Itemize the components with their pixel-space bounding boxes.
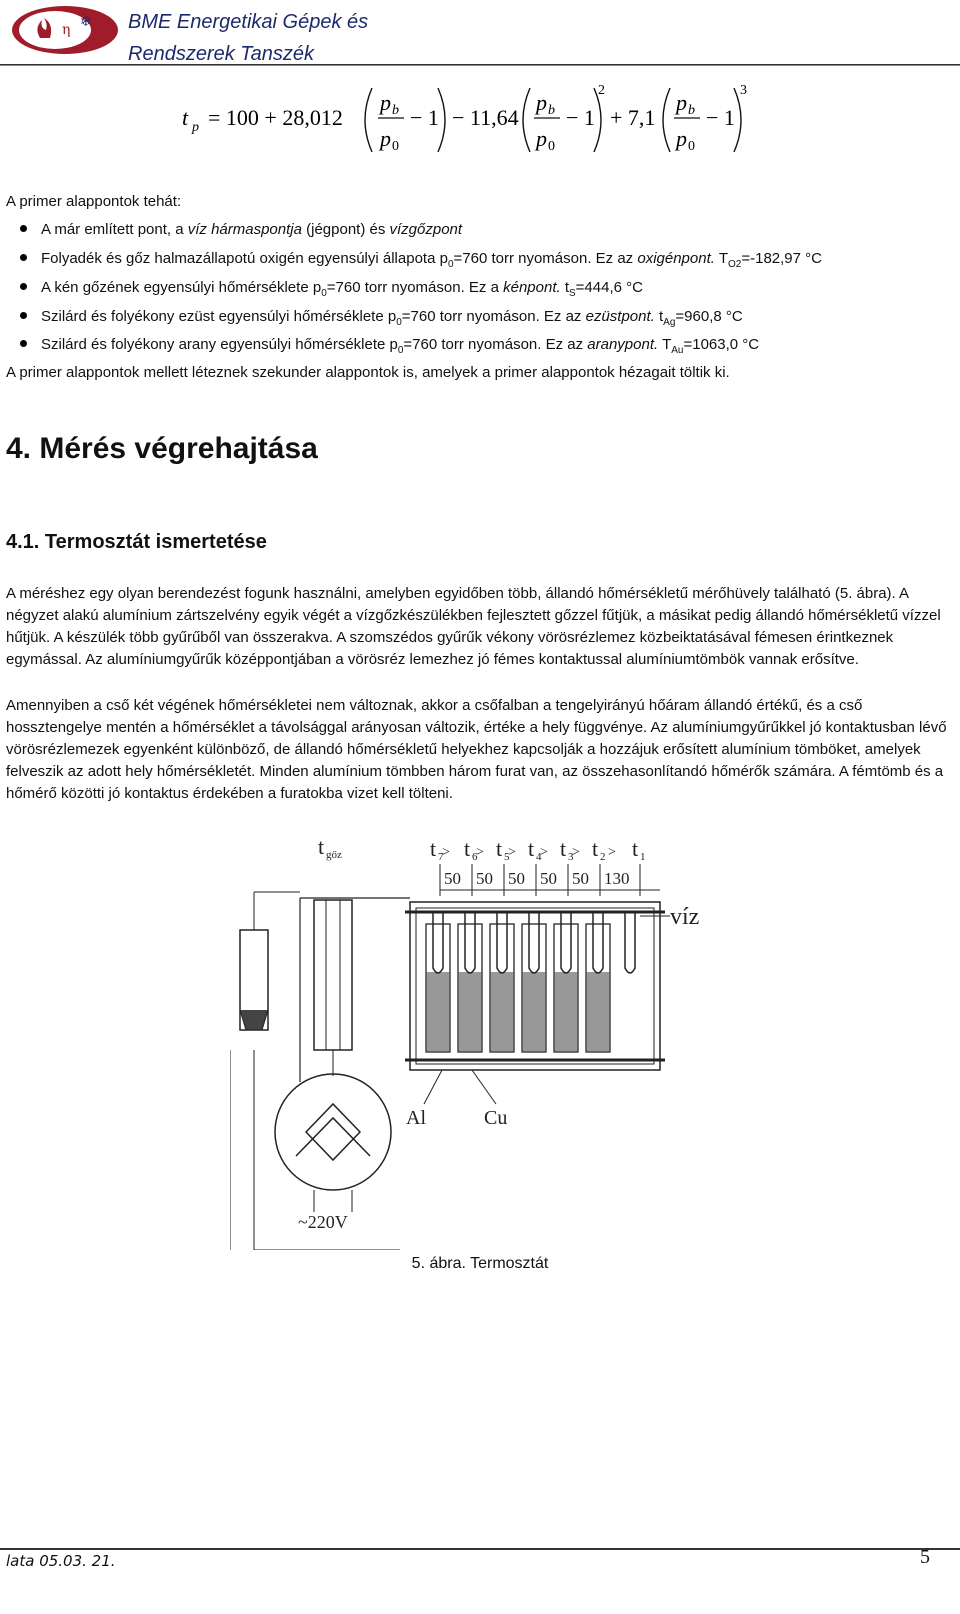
bullet-sub: 0 bbox=[321, 288, 327, 299]
formula-frac1-num-sub: b bbox=[392, 103, 399, 118]
bullet-sub: Ag bbox=[663, 317, 676, 328]
bullet-sub: 0 bbox=[396, 317, 402, 328]
bullet-text: (jégpont) és bbox=[301, 221, 390, 238]
subsection-heading: 4.1. Termosztát ismertetése bbox=[6, 531, 267, 553]
bullet-sub: 0 bbox=[447, 259, 454, 270]
bullet-text: Szilárd és folyékony ezüst egyensúlyi hőmérséklete p bbox=[41, 308, 397, 325]
formula-frac3-den-sub: 0 bbox=[688, 139, 695, 154]
dim-label: 130 bbox=[604, 869, 630, 888]
bullet-dot-icon bbox=[20, 225, 27, 232]
svg-text:η: η bbox=[62, 22, 71, 38]
department-title-line2: Rendszerek Tanszék bbox=[128, 43, 315, 65]
bullet-text: Szilárd és folyékony arany egyensúlyi hőmérséklete p bbox=[41, 336, 398, 353]
bullet-value: =-182,97 °C bbox=[741, 250, 822, 267]
dim-label: 50 bbox=[444, 869, 461, 888]
bullet-item bbox=[20, 306, 960, 334]
bullet-value: =1063,0 °C bbox=[683, 336, 760, 353]
bullet-italic: vízgőzpont bbox=[389, 221, 463, 238]
formula-minus-one-2: − 1 bbox=[566, 105, 595, 130]
bullet-item bbox=[20, 248, 960, 276]
bullet-sub: S bbox=[569, 288, 576, 299]
bullet-sub: 0 bbox=[397, 345, 404, 356]
bullet-text: =760 torr nyomáson. Ez az bbox=[401, 308, 586, 325]
figure-caption: 5. ábra. Termosztát bbox=[411, 1255, 549, 1272]
temp-label-t2: t bbox=[592, 836, 599, 861]
page-number: 5 bbox=[920, 1546, 930, 1568]
dim-label: 50 bbox=[508, 869, 525, 888]
temp-label-t6-sub: 6 bbox=[472, 851, 478, 863]
al-label: Al bbox=[406, 1107, 426, 1129]
formula-minus-one-1: − 1 bbox=[410, 105, 439, 130]
bullet-text: =760 torr nyomáson. Ez az bbox=[453, 250, 638, 267]
formula-minus-one-3: − 1 bbox=[706, 105, 735, 130]
temp-label-t2-sub: 2 bbox=[600, 851, 606, 863]
bullet-italic: aranypont. bbox=[587, 336, 659, 353]
paragraph-2: Amennyiben a cső két végének hőmérsékletei nem változnak, akkor a csőfalban a tengelyirányú hőáram állandó értékű, és a cső hossztengelye mentén a hőmérséklet a távolsággal arányosan változik, értéke a hely függvénye. Az alumíniumgyűrűkkel jó kontaktusban lévő vörösrézlemezek egyenként különböző, de állandó hőmérsékletű helyekhez kapcsolják a hozzájuk erősített alumínium tömböket, amelyek felveszik az adott hely hőmérsékletét. Minden alumínium tömbben három furat van, az összehasonlítandó hőmérők számára. A fémtömb és a hőmérő közötti jó kontaktus érdekében a furatokba vizet kell tölteni. bbox=[6, 697, 947, 802]
bullet-item bbox=[20, 277, 960, 305]
bullet-dot-icon bbox=[20, 254, 27, 261]
bullet-symbol: T bbox=[714, 250, 728, 267]
svg-text:❄: ❄ bbox=[80, 14, 92, 30]
svg-text:>: > bbox=[540, 845, 548, 860]
bullet-text: Folyadék és gőz halmazállapotú oxigén egyensúlyi állapota p bbox=[41, 250, 448, 267]
formula-lhs: t bbox=[182, 105, 189, 130]
formula-frac1-num: p bbox=[380, 90, 391, 115]
formula-frac2-den: p bbox=[536, 126, 547, 151]
bullet-text: =760 torr nyomáson. Ez a bbox=[326, 279, 504, 296]
dim-label: 50 bbox=[540, 869, 557, 888]
water-label: víz bbox=[670, 904, 700, 930]
formula-exp3: 3 bbox=[740, 83, 747, 98]
formula-frac1-den-sub: 0 bbox=[392, 139, 399, 154]
formula-frac3-den: p bbox=[676, 126, 687, 151]
bullet-dot-icon bbox=[20, 340, 27, 347]
formula-lhs-sub: p bbox=[192, 120, 199, 135]
temp-label-t7: t bbox=[430, 836, 437, 861]
temp-label-t5: t bbox=[496, 836, 503, 861]
cu-label: Cu bbox=[484, 1107, 508, 1129]
bullet-value: =960,8 °C bbox=[675, 308, 743, 325]
thermostat-diagram bbox=[230, 832, 730, 1250]
temp-label-t3: t bbox=[560, 836, 567, 861]
bullet-item bbox=[20, 219, 960, 241]
temp-label-t3-sub: 3 bbox=[568, 851, 574, 863]
temp-label-t1-sub: 1 bbox=[640, 851, 646, 863]
bullet-dot-icon bbox=[20, 312, 27, 319]
temp-label-t4-sub: 4 bbox=[536, 851, 542, 863]
temp-label-t5-sub: 5 bbox=[504, 851, 510, 863]
formula-frac3-num: p bbox=[676, 90, 687, 115]
formula-term0: = 100 + 28,012 bbox=[208, 105, 343, 130]
department-logo bbox=[10, 4, 120, 56]
steam-temp-label: t bbox=[318, 834, 325, 859]
bullet-value: =444,6 °C bbox=[575, 279, 643, 296]
dim-label: 50 bbox=[572, 869, 589, 888]
intro-text: A primer alappontok tehát: bbox=[6, 193, 182, 210]
voltage-label: ~220V bbox=[298, 1212, 348, 1232]
bullet-symbol: t bbox=[560, 279, 569, 296]
bullet-text: A kén gőzének egyensúlyi hőmérséklete p bbox=[41, 279, 322, 296]
paragraph-1: A méréshez egy olyan berendezést fogunk használni, amelyben egyidőben több, állandó hőmérsékletű mérőhüvely található (5. ábra). A négyzet alakú alumínium zártszelvény egyik végét a vízgőzkészülékben fejlesztett gőzzel fűtjük, a másikat pedig állandó hőmérsékletű vízzel hűtjük. A készülék több gyűrűből van összerakva. A szomszédos gyűrűk vékony vörösrézlemez közbeiktatásával fémesen érintkeznek egymással. Az alumíniumgyűrűk középpontjában a vörösréz lemezhez jó fémes kontaktussal alumíniumtömbök vannak erősítve. bbox=[6, 585, 941, 668]
bullet-text: =760 torr nyomáson. Ez az bbox=[403, 336, 588, 353]
temperature-formula bbox=[180, 80, 800, 160]
department-title-line1: BME Energetikai Gépek és bbox=[128, 11, 369, 33]
footer-date: lata 05.03. 21. bbox=[6, 1552, 116, 1570]
section-heading: 4. Mérés végrehajtása bbox=[6, 432, 318, 465]
svg-text:>: > bbox=[476, 845, 484, 860]
bullet-dot-icon bbox=[20, 283, 27, 290]
bullet-italic: oxigénpont. bbox=[637, 250, 715, 267]
bullet-sub: O2 bbox=[728, 259, 742, 270]
bullet-symbol: T bbox=[658, 336, 672, 353]
formula-term2: + 7,1 bbox=[610, 105, 656, 130]
temp-label-t1: t bbox=[632, 836, 639, 861]
department-title bbox=[128, 6, 368, 70]
formula-exp2: 2 bbox=[598, 83, 605, 98]
formula-frac2-den-sub: 0 bbox=[548, 139, 555, 154]
header-rule bbox=[0, 64, 960, 66]
dim-label: 50 bbox=[476, 869, 493, 888]
bullet-symbol: t bbox=[654, 308, 664, 325]
bullet-italic: kénpont. bbox=[503, 279, 561, 296]
svg-text:>: > bbox=[508, 845, 516, 860]
formula-frac1-den: p bbox=[380, 126, 391, 151]
temp-label-t4: t bbox=[528, 836, 535, 861]
temp-label-t7-sub: 7 bbox=[438, 851, 444, 863]
svg-text:>: > bbox=[442, 845, 450, 860]
footer-rule bbox=[0, 1548, 960, 1550]
svg-text:>: > bbox=[608, 845, 616, 860]
bullet-text: A már említett pont, a bbox=[41, 221, 188, 238]
formula-frac2-num: p bbox=[536, 90, 547, 115]
temp-label-t6: t bbox=[464, 836, 471, 861]
steam-temp-sub: gőz bbox=[326, 849, 342, 861]
bullet-italic: víz hármaspontja bbox=[187, 221, 302, 238]
bullet-item bbox=[20, 334, 960, 362]
bullet-italic: ezüstpont. bbox=[585, 308, 655, 325]
secondary-text: A primer alappontok mellett léteznek szekunder alappontok is, amelyek a primer alappontok hézagait töltik ki. bbox=[6, 364, 730, 381]
bullet-sub: Au bbox=[671, 345, 684, 356]
svg-text:>: > bbox=[572, 845, 580, 860]
formula-frac3-num-sub: b bbox=[688, 103, 695, 118]
formula-term1: − 11,64 bbox=[452, 105, 519, 130]
formula-frac2-num-sub: b bbox=[548, 103, 555, 118]
